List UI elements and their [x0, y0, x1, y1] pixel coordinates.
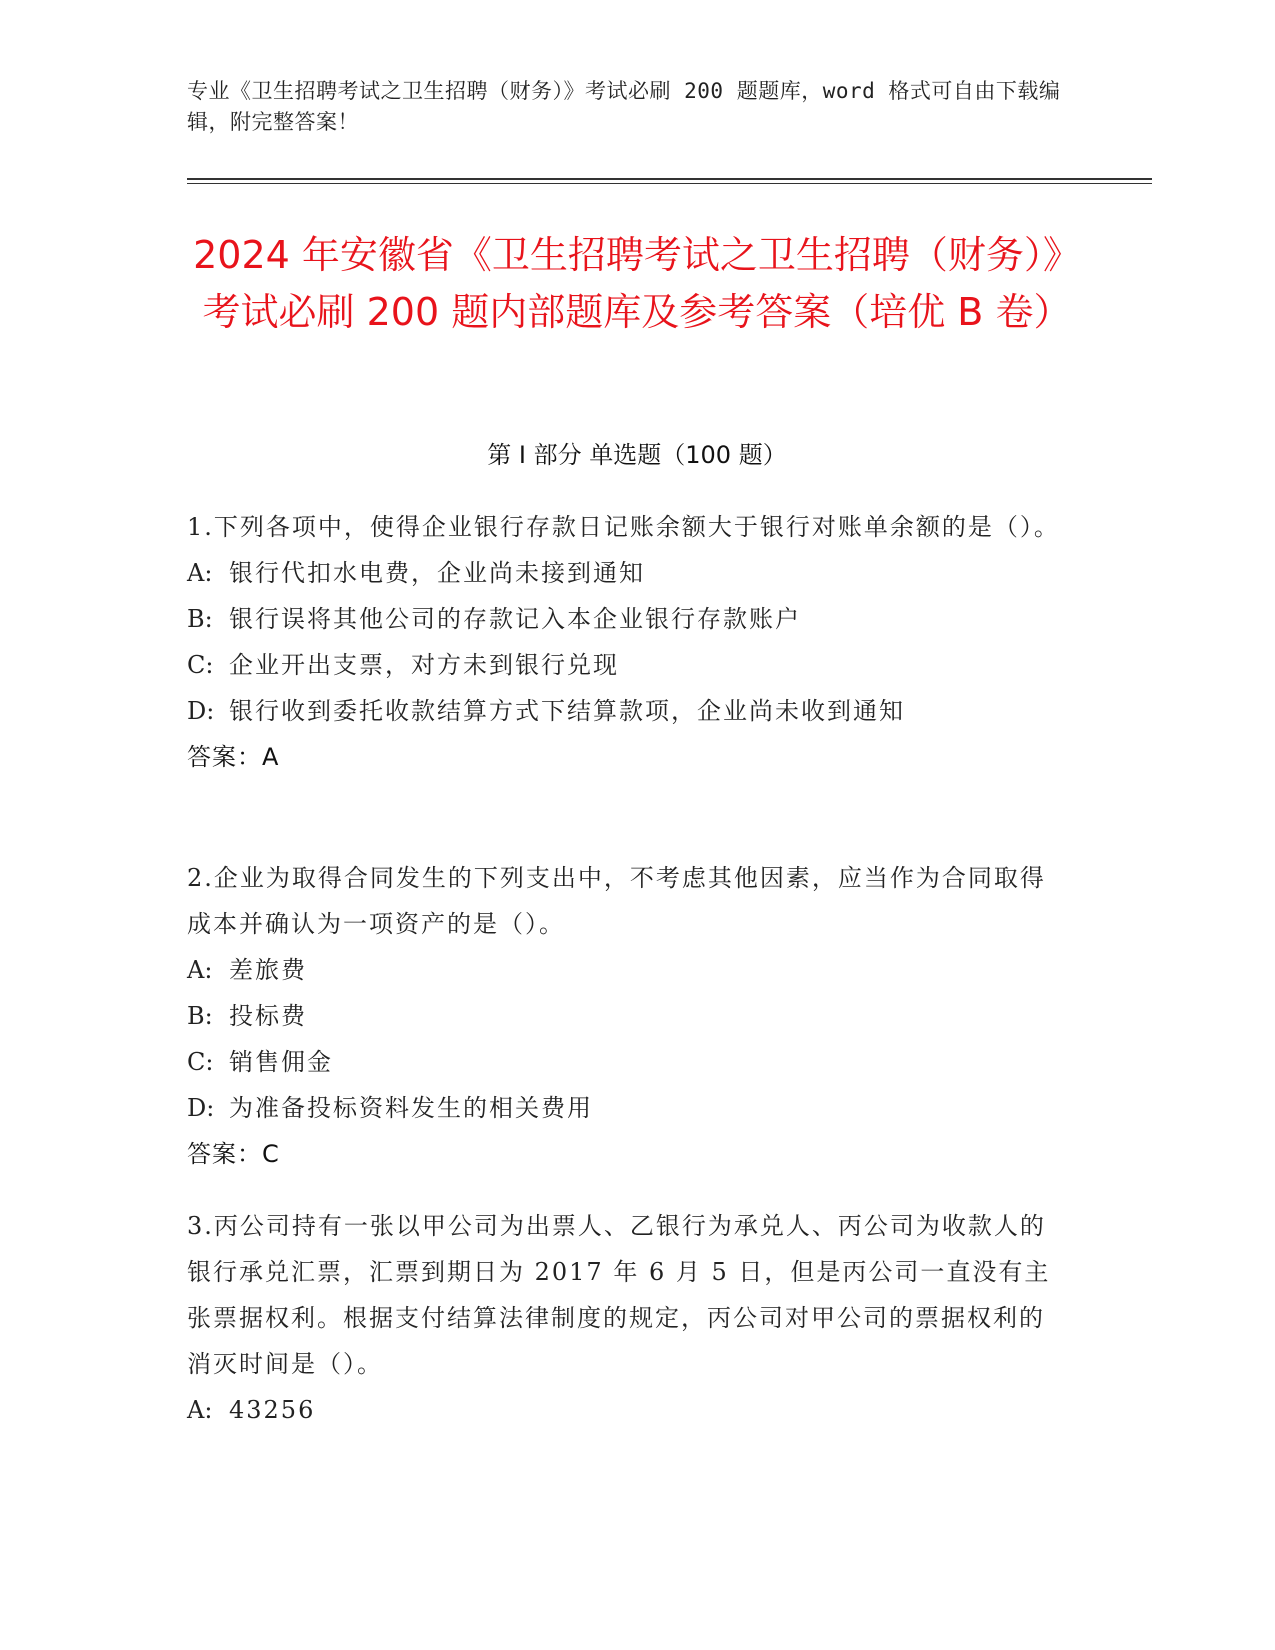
question-stem: 2.企业为取得合同发生的下列支出中，不考虑其他因素，应当作为合同取得成本并确认为一项资产的是（）。	[187, 864, 1046, 938]
option-c	[187, 1039, 1067, 1085]
option-a	[187, 947, 1067, 993]
option-key: D:	[187, 697, 215, 725]
option-text: 为准备投标资料发生的相关费用	[229, 1094, 593, 1122]
option-text: 差旅费	[229, 956, 307, 984]
option-b	[187, 993, 1067, 1039]
option-text: 银行误将其他公司的存款记入本企业银行存款账户	[229, 605, 801, 633]
option-a	[187, 1387, 1067, 1433]
option-a	[187, 550, 1067, 596]
option-key: C:	[187, 1048, 214, 1076]
header-note: 专业《卫生招聘考试之卫生招聘（财务）》考试必刷 200 题题库，word 格式可自由下载编辑，附完整答案！	[187, 79, 1061, 134]
option-c	[187, 642, 1067, 688]
question-stem: 3.丙公司持有一张以甲公司为出票人、乙银行为承兑人、丙公司为收款人的银行承兑汇票，汇票到期日为 2017 年 6 月 5 日，但是丙公司一直没有主张票据权利。根据支付结算法律制度的规定，丙公司对甲公司的票据权利的消灭时间是（）。	[187, 1212, 1051, 1378]
section-heading: 第 I 部分 单选题（100 题）	[487, 441, 787, 469]
option-d	[187, 688, 1067, 734]
document-title: 2024 年安徽省《卫生招聘考试之卫生招聘（财务）》考试必刷 200 题内部题库及参考答案（培优 B 卷）	[193, 233, 1081, 335]
option-key: A:	[187, 1396, 213, 1424]
option-key: A:	[187, 559, 213, 587]
option-b	[187, 596, 1067, 642]
option-key: B:	[187, 605, 213, 633]
option-text: 企业开出支票，对方未到银行兑现	[229, 651, 619, 679]
option-key: C:	[187, 651, 214, 679]
option-key: A:	[187, 956, 213, 984]
question-3	[187, 1203, 1067, 1433]
question-stem: 1.下列各项中，使得企业银行存款日记账余额大于银行对账单余额的是（）。	[187, 513, 1060, 541]
question-2	[187, 855, 1067, 1177]
header-divider-thick	[187, 178, 1152, 180]
option-text: 销售佣金	[229, 1048, 333, 1076]
answer: 答案：A	[187, 743, 280, 771]
answer: 答案：C	[187, 1140, 280, 1168]
option-text: 银行收到委托收款结算方式下结算款项，企业尚未收到通知	[229, 697, 905, 725]
option-text: 43256	[229, 1396, 316, 1424]
option-key: B:	[187, 1002, 213, 1030]
option-d	[187, 1085, 1067, 1131]
question-1	[187, 504, 1067, 780]
option-text: 银行代扣水电费，企业尚未接到通知	[229, 559, 645, 587]
option-key: D:	[187, 1094, 215, 1122]
header-divider-thin	[187, 183, 1152, 184]
option-text: 投标费	[229, 1002, 307, 1030]
